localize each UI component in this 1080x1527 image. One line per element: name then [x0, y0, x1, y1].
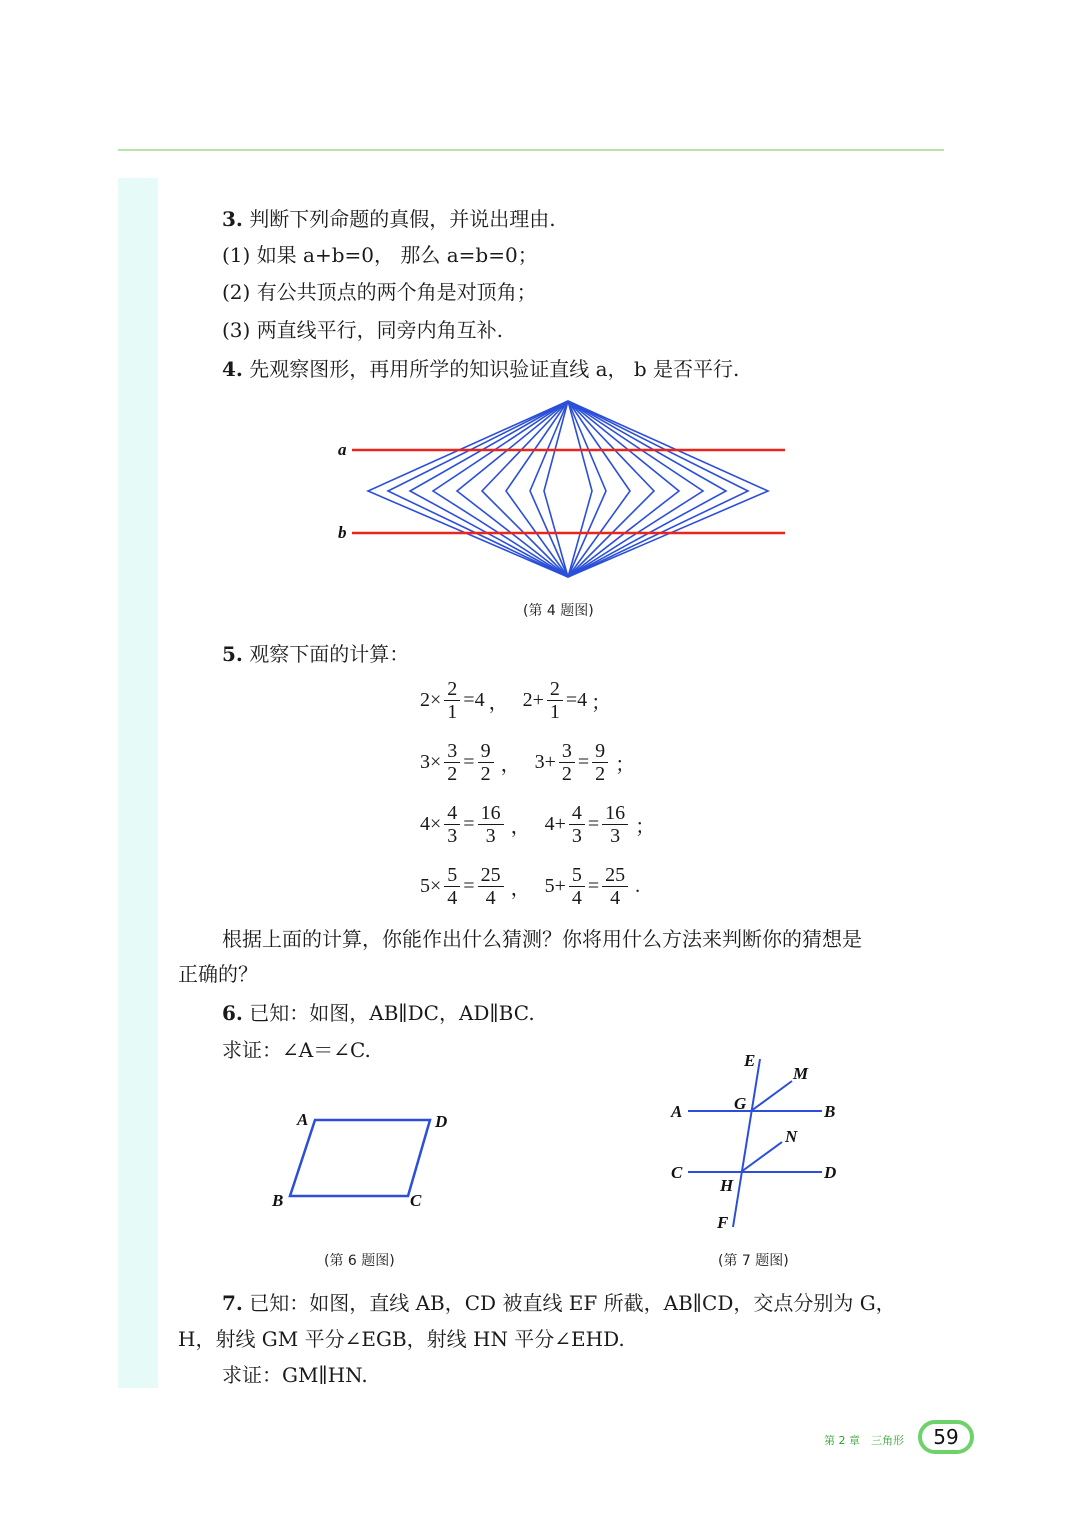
- operand: 5×: [420, 874, 442, 897]
- q6-caption: (第 6 题图): [324, 1253, 395, 1269]
- q3-number: 3.: [222, 207, 243, 231]
- fraction: [444, 802, 460, 847]
- vertex-a-label: A: [297, 1110, 309, 1129]
- denominator: 4: [610, 886, 621, 909]
- zigzag-segment: [368, 401, 568, 577]
- margin-band: [118, 178, 158, 1388]
- equals-sign: =: [577, 750, 590, 773]
- result: 4: [577, 688, 588, 711]
- zigzag-segment: [568, 401, 703, 577]
- fraction: [444, 864, 460, 909]
- numerator: 5: [569, 864, 585, 887]
- operand: 4+: [544, 812, 566, 835]
- denominator: 2: [561, 762, 572, 785]
- zigzag-segment: [568, 401, 768, 577]
- parallelogram-abcd: [290, 1120, 430, 1196]
- numerator: 5: [444, 864, 460, 887]
- q5-number: 5.: [222, 642, 243, 666]
- result: 4: [474, 688, 485, 711]
- equation-row: [420, 860, 640, 912]
- denominator: 2: [480, 762, 491, 785]
- q7-prove: 求证：GM∥HN.: [222, 1363, 368, 1387]
- numerator: 2: [444, 678, 460, 701]
- zigzag-segment: [568, 401, 654, 577]
- vertex-b-label: B: [272, 1191, 284, 1210]
- equals-sign: =: [463, 688, 475, 711]
- denominator: 1: [549, 700, 560, 723]
- result-fraction: [602, 864, 628, 909]
- numerator: 3: [559, 740, 575, 763]
- result-fraction: [478, 864, 504, 909]
- denominator: 3: [447, 824, 458, 847]
- equation-row: [420, 736, 635, 788]
- equation-row: [420, 798, 655, 850]
- q3-item-3: (3) 两直线平行，同旁内角互补.: [222, 318, 504, 342]
- zigzag-segment: [482, 401, 568, 577]
- numerator: 16: [478, 802, 504, 825]
- fraction: [444, 678, 460, 723]
- q3-item-1: (1) 如果 a+b=0， 那么 a=b=0；: [222, 243, 538, 267]
- point-n-label: N: [785, 1127, 798, 1146]
- denominator: 1: [447, 700, 458, 723]
- ray-hn: [741, 1142, 782, 1172]
- numerator: 25: [478, 864, 504, 887]
- point-a-label: A: [671, 1102, 683, 1121]
- operand: 2×: [420, 688, 442, 711]
- denominator: 2: [595, 762, 606, 785]
- punctuation: ，: [488, 691, 509, 714]
- q6-prove: 求证：∠A＝∠C.: [222, 1038, 371, 1062]
- result-fraction: [602, 802, 628, 847]
- numerator: 2: [547, 678, 563, 701]
- numerator: 25: [602, 864, 628, 887]
- q7-line1: [222, 1290, 896, 1316]
- equals-sign: =: [463, 874, 475, 897]
- operand: 4×: [420, 812, 442, 835]
- numerator: 16: [602, 802, 628, 825]
- product-expression: [420, 678, 509, 723]
- product-expression: [420, 864, 531, 909]
- numerator: 4: [569, 802, 585, 825]
- line-ef: [733, 1059, 760, 1227]
- q7-line2: H，射线 GM 平分∠EGB，射线 HN 平分∠EHD.: [178, 1327, 625, 1351]
- q7-number: 7.: [222, 1291, 243, 1315]
- equals-sign: =: [587, 812, 600, 835]
- denominator: 3: [485, 824, 496, 847]
- fraction: [559, 740, 575, 785]
- zigzag-segment: [433, 401, 568, 577]
- point-g-label: G: [734, 1094, 747, 1113]
- point-m-label: M: [793, 1064, 809, 1083]
- denominator: 4: [571, 886, 582, 909]
- result-fraction: [478, 802, 504, 847]
- point-e-label: E: [744, 1051, 756, 1070]
- q7-line1-text: 已知：如图，直线 AB，CD 被直线 EF 所截，AB∥CD，交点分别为 G，: [249, 1291, 896, 1315]
- operand: 2+: [522, 688, 544, 711]
- punctuation: ；: [591, 691, 612, 714]
- fraction: [569, 802, 585, 847]
- product-expression: [420, 802, 531, 847]
- label-a: a: [338, 440, 347, 459]
- label-b: b: [338, 523, 347, 542]
- q7-caption: (第 7 题图): [718, 1253, 789, 1269]
- product-expression: [420, 740, 521, 785]
- q3-text: 判断下列命题的真假，并说出理由.: [249, 207, 556, 231]
- zigzag-lines: [368, 401, 768, 577]
- page-number: 59: [918, 1420, 974, 1454]
- fraction: [547, 678, 563, 723]
- denominator: 2: [447, 762, 458, 785]
- denominator: 4: [485, 886, 496, 909]
- q4-caption: (第 4 题图): [523, 603, 594, 619]
- result-fraction: [478, 740, 494, 785]
- punctuation: ；: [615, 753, 636, 776]
- q3-item-2: (2) 有公共顶点的两个角是对顶角；: [222, 280, 537, 304]
- result-fraction: [592, 740, 608, 785]
- denominator: 4: [447, 886, 458, 909]
- q7-figure: [660, 1045, 860, 1235]
- equals-sign: =: [463, 750, 475, 773]
- numerator: 9: [592, 740, 608, 763]
- q3-title: [222, 206, 556, 232]
- punctuation: ；: [635, 815, 656, 838]
- fraction: [569, 864, 585, 909]
- q5-question-line2: 正确的？: [178, 962, 258, 986]
- q4-number: 4.: [222, 357, 243, 381]
- vertex-d-label: D: [435, 1112, 448, 1131]
- sum-expression: [523, 678, 612, 723]
- punctuation: .: [635, 874, 641, 897]
- q4-title: [222, 356, 739, 382]
- punctuation: ，: [510, 877, 531, 900]
- q6-figure: [260, 1100, 460, 1210]
- point-d-label: D: [824, 1163, 837, 1182]
- equals-sign: =: [463, 812, 475, 835]
- q5-title: [222, 641, 409, 667]
- q5-question-line1: 根据上面的计算，你能作出什么猜测？你将用什么方法来判断你的猜想是: [222, 927, 862, 951]
- vertex-c-label: C: [410, 1191, 422, 1210]
- operand: 3×: [420, 750, 442, 773]
- denominator: 3: [610, 824, 621, 847]
- equals-sign: =: [587, 874, 600, 897]
- q4-figure: [330, 395, 800, 585]
- operand: 3+: [534, 750, 556, 773]
- q4-text: 先观察图形，再用所学的知识验证直线 a， b 是否平行.: [249, 357, 740, 381]
- equals-sign: =: [565, 688, 578, 711]
- point-b-label: B: [824, 1102, 836, 1121]
- numerator: 4: [444, 802, 460, 825]
- operand: 5+: [544, 874, 566, 897]
- q6-given: [222, 1000, 535, 1026]
- header-rule: [118, 149, 944, 151]
- point-h-label: H: [720, 1176, 734, 1195]
- fraction: [444, 740, 460, 785]
- numerator: 3: [444, 740, 460, 763]
- q5-text: 观察下面的计算：: [249, 642, 410, 666]
- sum-expression: [545, 802, 656, 847]
- numerator: 9: [478, 740, 494, 763]
- ray-gm: [751, 1081, 792, 1111]
- point-f-label: F: [717, 1213, 729, 1232]
- equation-row: [420, 674, 611, 726]
- sum-expression: [545, 864, 641, 909]
- chapter-label: 第 2 章 三角形: [824, 1434, 904, 1447]
- point-c-label: C: [671, 1163, 683, 1182]
- denominator: 3: [571, 824, 582, 847]
- punctuation: ，: [500, 753, 521, 776]
- q6-number: 6.: [222, 1001, 243, 1025]
- q6-given-text: 已知：如图，AB∥DC，AD∥BC.: [249, 1001, 535, 1025]
- sum-expression: [535, 740, 636, 785]
- punctuation: ，: [510, 815, 531, 838]
